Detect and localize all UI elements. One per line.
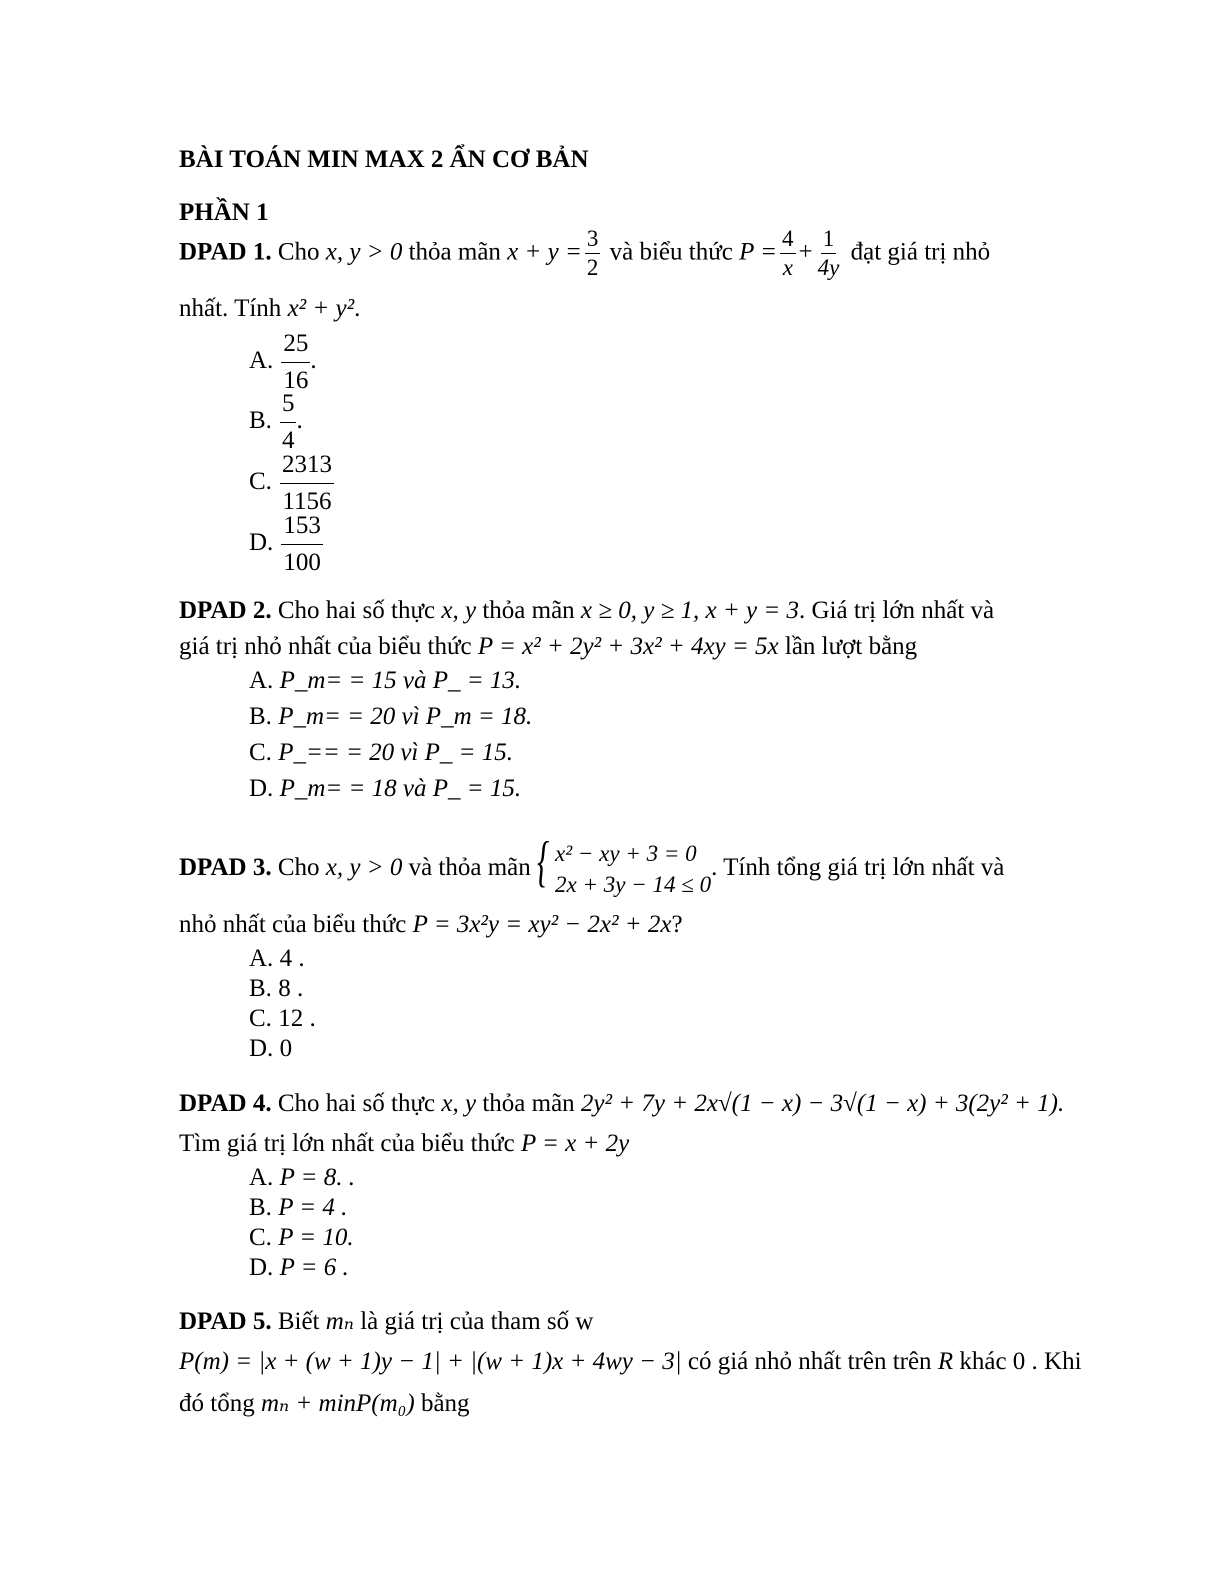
text: lần lượt bằng: [784, 633, 918, 660]
text: Cho: [277, 238, 320, 266]
text: thỏa mãn: [482, 597, 575, 624]
option-letter: A.: [249, 347, 274, 375]
fraction: [816, 227, 842, 280]
option-text: P_== = 20 vì P_ = 15.: [278, 739, 514, 766]
fraction: [281, 511, 323, 578]
fraction-numerator: 4: [780, 227, 796, 254]
fraction-denominator: 1156: [282, 488, 332, 515]
text: Cho: [277, 853, 320, 881]
question-3-line-1: [179, 831, 1005, 900]
fraction-numerator: 5: [280, 389, 297, 423]
fraction-denominator: 16: [283, 367, 309, 394]
question-4-option-c: [249, 1223, 354, 1253]
question-4-option-b: [249, 1193, 347, 1223]
text: đạt giá trị nhỏ: [850, 238, 991, 266]
question-1-option-b: [249, 389, 303, 456]
question-5-line-3: [179, 1389, 470, 1419]
text: là giá trị của tham số w: [360, 1308, 594, 1335]
equation-system: [537, 831, 712, 900]
document-title: BÀI TOÁN MIN MAX 2 ẨN CƠ BẢN: [179, 146, 589, 173]
option-letter: A.: [249, 1164, 274, 1191]
option-text: P_m= = 15 và P_ = 13.: [279, 667, 522, 694]
question-3-option-a: [249, 944, 305, 974]
fraction-numerator: 153: [281, 511, 323, 545]
system-equation-1: x² − xy + 3 = 0: [555, 841, 697, 866]
fraction-numerator: 2313: [280, 450, 334, 484]
text: giá trị nhỏ nhất của biểu thức: [179, 633, 472, 660]
fraction-numerator: 3: [585, 227, 601, 254]
text: bằng: [420, 1390, 470, 1417]
fraction-numerator: 1: [821, 227, 837, 254]
option-text: P_m= = 18 và P_ = 15.: [279, 775, 522, 802]
question-2-option-a: [249, 666, 521, 696]
text: ?: [671, 911, 683, 938]
question-1-option-a: [249, 329, 317, 396]
math-variable: mₙ: [325, 1308, 354, 1335]
math-expression: P(m) = |x + (w + 1)y − 1| + |(w + 1)x + 4wy − 3|: [179, 1348, 682, 1375]
option-letter: C.: [249, 468, 272, 496]
fraction: [780, 227, 796, 280]
option-letter: B.: [249, 975, 272, 1002]
question-5-line-2: [179, 1347, 1082, 1377]
text: . Giá trị lớn nhất và: [799, 597, 995, 624]
math-expression: P = x + 2y: [520, 1130, 630, 1157]
math-expression-lhs: P =: [739, 238, 778, 266]
option-letter: A.: [249, 945, 274, 972]
fraction: [280, 389, 297, 456]
fraction: [281, 329, 310, 396]
option-text: 8 .: [278, 975, 304, 1002]
text: .: [354, 295, 361, 322]
text: Cho hai số thực: [277, 1090, 436, 1117]
question-5-label: DPAD 5.: [179, 1308, 272, 1335]
question-4-option-d: [249, 1253, 349, 1283]
text: .: [296, 407, 303, 435]
text: đó tổng: [179, 1390, 255, 1417]
fraction: [280, 450, 334, 517]
question-3-option-c: [249, 1004, 316, 1034]
question-1-line-1: [179, 227, 990, 280]
text: và thỏa mãn: [408, 853, 531, 881]
question-1-option-c: [249, 450, 334, 517]
question-4-line-2: [179, 1129, 629, 1159]
fraction: [585, 227, 601, 280]
question-2-option-d: [249, 774, 521, 804]
option-text: 12 .: [278, 1005, 316, 1032]
system-equation-2: 2x + 3y − 14 ≤ 0: [555, 872, 712, 898]
text: Biết: [277, 1308, 320, 1335]
question-2-label: DPAD 2.: [179, 597, 272, 624]
text: nhỏ nhất của biểu thức: [179, 911, 407, 938]
math-variables: x, y: [441, 597, 477, 624]
question-2-line-2: [179, 632, 917, 662]
math-expression: P = x² + 2y² + 3x² + 4xy = 5x: [477, 633, 779, 660]
question-2-option-b: [249, 702, 532, 732]
option-letter: D.: [249, 775, 274, 802]
question-1-option-d: [249, 511, 323, 578]
fraction-numerator: 25: [281, 329, 310, 363]
math-variables: x, y: [441, 1090, 477, 1117]
fraction-denominator: 2: [586, 255, 599, 281]
math-expression: mₙ + minP(m₀): [260, 1390, 415, 1417]
question-2-line-1: [179, 596, 994, 626]
math-set: R: [937, 1348, 954, 1375]
question-5-line-1: [179, 1307, 593, 1337]
fraction-denominator: 4y: [817, 255, 840, 281]
question-3-label: DPAD 3.: [179, 853, 272, 881]
text: có giá nhỏ nhất trên trên: [687, 1348, 932, 1375]
option-text: P = 6 .: [279, 1254, 349, 1281]
option-text: 0: [279, 1035, 293, 1062]
fraction-denominator: 100: [283, 549, 321, 576]
option-text: P = 4 .: [278, 1194, 348, 1221]
text: khác 0 . Khi: [959, 1348, 1082, 1375]
math-expression: P = 3x²y = xy² − 2x² + 2x: [412, 911, 672, 938]
math-condition: x, y > 0: [325, 238, 403, 266]
option-letter: A.: [249, 667, 274, 694]
text: Tìm giá trị lớn nhất của biểu thức: [179, 1130, 515, 1157]
math-equation-lhs: x + y =: [507, 238, 582, 266]
option-letter: C.: [249, 739, 272, 766]
text: . Tính tổng giá trị lớn nhất và: [711, 853, 1005, 881]
text: thỏa mãn: [482, 1090, 575, 1117]
math-condition: x ≥ 0, y ≥ 1, x + y = 3: [580, 597, 799, 624]
math-condition: x, y > 0: [325, 853, 403, 881]
question-1-label: DPAD 1.: [179, 238, 272, 266]
math-expression: 2y² + 7y + 2x√(1 − x) − 3√(1 − x) + 3(2y² + 1).: [580, 1090, 1065, 1117]
text: thỏa mãn: [408, 238, 501, 266]
option-letter: C.: [249, 1005, 272, 1032]
text: Cho hai số thực: [277, 597, 436, 624]
option-letter: D.: [249, 529, 274, 557]
option-letter: D.: [249, 1035, 274, 1062]
text: nhất. Tính: [179, 295, 282, 322]
question-4-label: DPAD 4.: [179, 1090, 272, 1117]
option-letter: B.: [249, 1194, 272, 1221]
section-heading: PHẦN 1: [179, 199, 269, 226]
question-4-option-a: [249, 1163, 355, 1193]
fraction-denominator: 4: [281, 427, 295, 454]
left-brace-icon: {: [537, 831, 550, 893]
option-letter: C.: [249, 1224, 272, 1251]
fraction-denominator: x: [782, 255, 793, 281]
question-1-line-2: [179, 294, 360, 324]
option-text: P_m= = 20 vì P_m = 18.: [278, 703, 533, 730]
plus-sign: +: [798, 238, 813, 266]
question-4-line-1: [179, 1089, 1064, 1119]
text: .: [310, 347, 317, 375]
question-2-option-c: [249, 738, 513, 768]
question-3-option-b: [249, 974, 303, 1004]
option-text: P = 10.: [278, 1224, 354, 1251]
option-letter: D.: [249, 1254, 274, 1281]
question-3-line-2: [179, 910, 683, 940]
math-expression: x² + y²: [287, 295, 355, 322]
option-letter: B.: [249, 407, 272, 435]
option-text: 4 .: [279, 945, 305, 972]
question-3-option-d: [249, 1034, 292, 1064]
option-letter: B.: [249, 703, 272, 730]
text: và biểu thức: [609, 238, 733, 266]
option-text: P = 8. .: [279, 1164, 356, 1191]
